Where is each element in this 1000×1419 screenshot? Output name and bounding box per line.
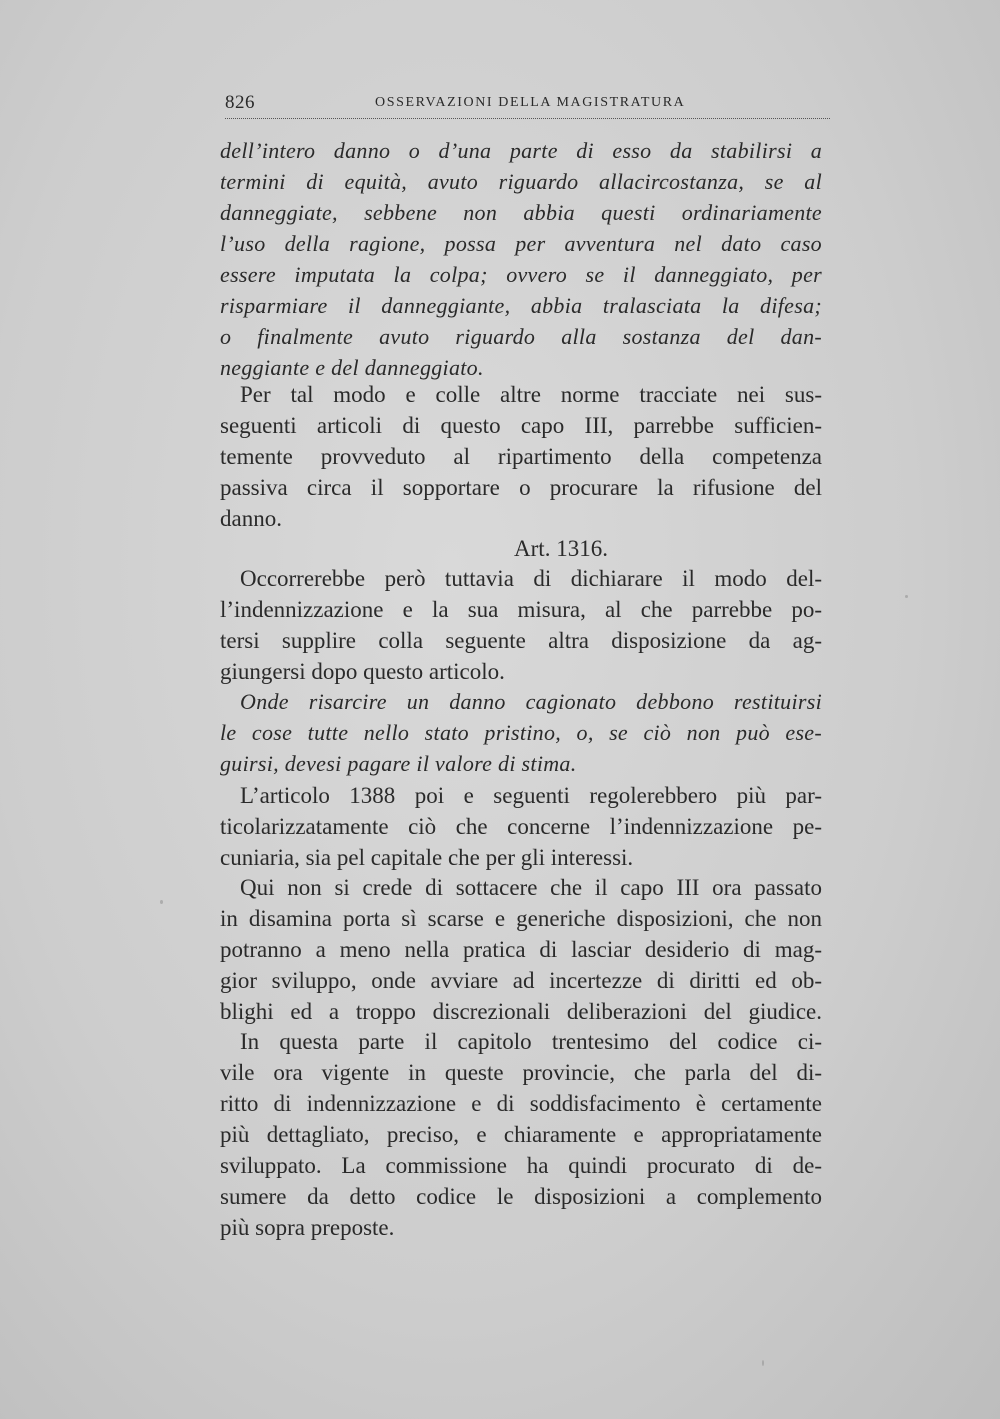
header-rule (225, 118, 830, 119)
text-line: o finalmente avuto riguardo alla sostanza del dan- (220, 324, 822, 349)
text-line: seguenti articoli di questo capo III, parrebbe sufficien- (220, 413, 822, 438)
text-line: ticolarizzatamente ciò che concerne l’indennizzazione pe- (220, 814, 822, 839)
text-line: Per tal modo e colle altre norme tracciate nei sus- (240, 382, 822, 407)
italic-block-1 (220, 135, 822, 383)
text-line: potranno a meno nella pratica di lasciar desiderio di mag- (220, 937, 822, 962)
text-line: passiva circa il sopportare o procurare la rifusione del (220, 475, 822, 500)
text-line: Onde risarcire un danno cagionato debbono restituirsi (240, 689, 822, 714)
paper-speck (160, 900, 163, 904)
article-heading-block (220, 533, 822, 564)
text-line: blighi ed a troppo discrezionali deliberazioni del giudice. (220, 999, 822, 1024)
text-line: sviluppato. La commissione ha quindi procurato di de- (220, 1153, 822, 1178)
text-line: neggiante e del danneggiato. (220, 355, 484, 380)
text-line: giungersi dopo questo articolo. (220, 659, 505, 684)
text-line: Qui non si crede di sottacere che il capo III ora passato (240, 875, 822, 900)
text-line: l’uso della ragione, possa per avventura nel dato caso (220, 231, 822, 256)
paragraph-4 (220, 872, 822, 1027)
text-line: tersi supplire colla seguente altra disposizione da ag- (220, 628, 822, 653)
running-header (225, 92, 830, 116)
italic-block-2 (220, 686, 822, 779)
text-line: guirsi, devesi pagare il valore di stima. (220, 751, 577, 776)
text-line: ritto di indennizzazione e di soddisfacimento è certamente (220, 1091, 822, 1116)
text-line: sumere da detto codice le disposizioni a complemento (220, 1184, 822, 1209)
text-line: le cose tutte nello stato pristino, o, se ciò non può ese- (220, 720, 822, 745)
text-line: danneggiate, sebbene non abbia questi ordinariamente (220, 200, 822, 225)
paragraph-3 (220, 780, 822, 873)
text-line: cuniaria, sia pel capitale che per gli interessi. (220, 845, 634, 870)
page-number: 826 (225, 92, 255, 113)
text-line: dell’intero danno o d’una parte di esso da stabilirsi a (220, 138, 822, 163)
text-line: l’indennizzazione e la sua misura, al che parrebbe po- (220, 597, 822, 622)
text-line: in disamina porta sì scarse e generiche disposizioni, che non (220, 906, 822, 931)
running-title: OSSERVAZIONI DELLA MAGISTRATURA (375, 95, 686, 110)
paragraph-5 (220, 1026, 822, 1243)
text-line: risparmiare il danneggiante, abbia tralasciata la difesa; (220, 293, 822, 318)
text-line: essere imputata la colpa; ovvero se il danneggiato, per (220, 262, 822, 287)
paper-speck (762, 1360, 764, 1366)
paragraph-2 (220, 563, 822, 687)
text-line: temente provveduto al ripartimento della competenza (220, 444, 822, 469)
article-heading: Art. 1316. (514, 536, 608, 561)
paper-speck (905, 595, 908, 598)
text-line: termini di equità, avuto riguardo allacircostanza, se al (220, 169, 822, 194)
text-line: L’articolo 1388 poi e seguenti regolerebbero più par- (240, 783, 822, 808)
text-line: In questa parte il capitolo trentesimo del codice ci- (240, 1029, 822, 1054)
text-line: vile ora vigente in queste provincie, che parla del di- (220, 1060, 822, 1085)
text-line: più dettagliato, preciso, e chiaramente e appropriatamente (220, 1122, 822, 1147)
text-line: più sopra preposte. (220, 1215, 395, 1240)
text-line: gior sviluppo, onde avviare ad incertezze di diritti ed ob- (220, 968, 822, 993)
paragraph-1 (220, 379, 822, 534)
text-line: danno. (220, 506, 282, 531)
text-line: Occorrerebbe però tuttavia di dichiarare il modo del- (240, 566, 822, 591)
